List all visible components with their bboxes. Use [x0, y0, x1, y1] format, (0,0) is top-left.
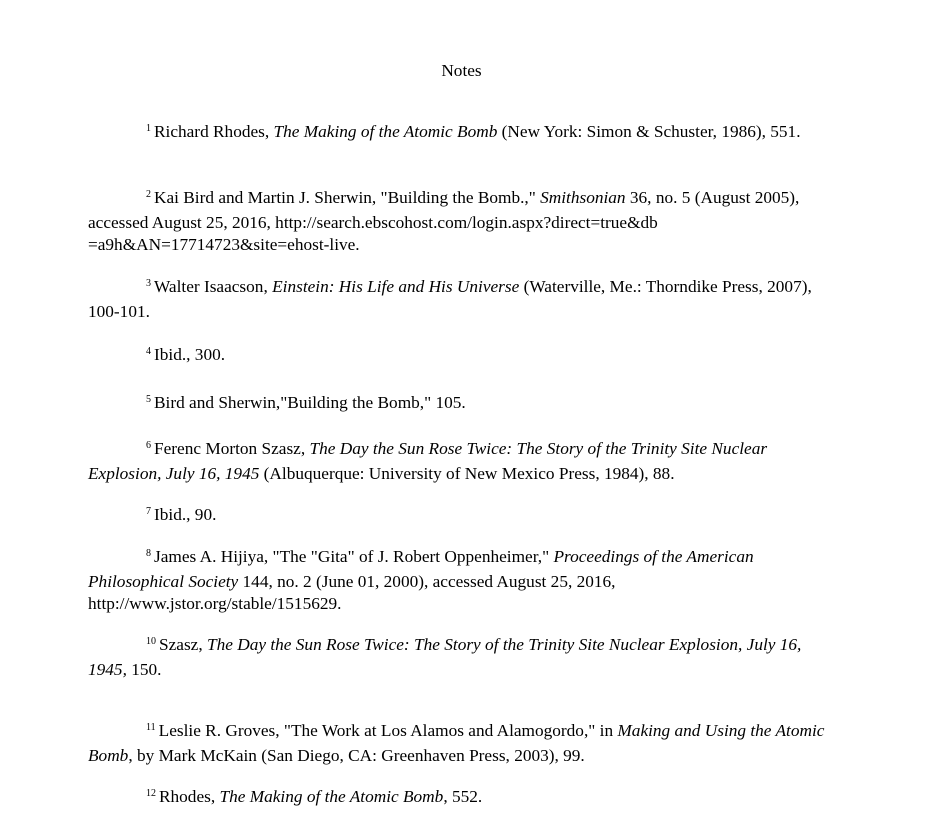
- note-text: Ibid., 90.: [154, 505, 217, 524]
- note-text: 150.: [126, 660, 162, 679]
- note-text: Ferenc Morton Szasz,: [154, 439, 310, 458]
- note-text: Rhodes,: [159, 787, 220, 806]
- note-number: 11: [146, 722, 156, 733]
- note-text: Walter Isaacson,: [154, 277, 273, 296]
- endnote: [88, 786, 840, 811]
- note-number: 12: [146, 788, 156, 799]
- note-title: The Day the Sun Rose Twice: The Story of the Trinity Site Nuclear Explosion, July 16, 1945,: [88, 635, 802, 679]
- note-title: The Making of the Atomic Bomb: [273, 122, 498, 141]
- note-text: 144, no. 2 (June 01, 2000), accessed August 25, 2016, http://www.jstor.org/stable/1515629.: [88, 572, 616, 613]
- note-text: 36, no. 5 (August 2005), accessed August 25, 2016, http://search.ebscohost.com/login.aspx?direct=true&db =a9h&AN=17714723&site=ehost-live.: [88, 188, 800, 254]
- note-number: 3: [146, 278, 151, 289]
- note-text: James A. Hijiya, "The "Gita" of J. Robert Oppenheimer,": [154, 547, 554, 566]
- note-title: Smithsonian: [540, 188, 626, 207]
- note-number: 5: [146, 394, 151, 405]
- note-title: Einstein: His Life and His Universe: [272, 277, 520, 296]
- note-text: Ibid., 300.: [154, 345, 226, 364]
- note-title: Proceedings of the American Philosophical Society: [88, 547, 754, 591]
- endnote: [88, 392, 840, 417]
- note-number: 10: [146, 636, 156, 647]
- note-number: 1: [146, 123, 151, 134]
- note-text: Kai Bird and Martin J. Sherwin, "Building the Bomb.,": [154, 188, 541, 207]
- endnote: [88, 276, 840, 323]
- note-number: 6: [146, 440, 151, 451]
- endnote: [88, 504, 840, 529]
- note-number: 2: [146, 189, 151, 200]
- note-text: Leslie R. Groves, "The Work at Los Alamos and Alamogordo," in: [158, 721, 618, 740]
- page-title: Notes: [441, 61, 482, 80]
- endnote: [88, 187, 840, 256]
- endnote: [88, 438, 840, 485]
- note-title: Making and Using the Atomic Bomb: [88, 721, 825, 765]
- note-text: (New York: Simon & Schuster, 1986), 551.: [497, 122, 801, 141]
- endnote: [88, 546, 840, 615]
- note-title: The Making of the Atomic Bomb: [219, 787, 444, 806]
- note-text: , 552.: [443, 787, 483, 806]
- note-text: (Waterville, Me.: Thorndike Press, 2007), 100-101.: [88, 277, 812, 321]
- note-text: Szasz,: [159, 635, 207, 654]
- note-text: (Albuquerque: University of New Mexico Press, 1984), 88.: [259, 464, 675, 483]
- note-number: 8: [146, 548, 151, 559]
- note-text: , by Mark McKain (San Diego, CA: Greenhaven Press, 2003), 99.: [128, 746, 585, 765]
- note-number: 4: [146, 346, 151, 357]
- note-text: Richard Rhodes,: [154, 122, 274, 141]
- endnote: [88, 344, 840, 369]
- note-title: The Day the Sun Rose Twice: The Story of the Trinity Site Nuclear Explosion, July 16, 1945: [88, 439, 768, 483]
- note-number: 7: [146, 506, 151, 517]
- endnote: [88, 720, 840, 767]
- note-text: Bird and Sherwin,"Building the Bomb," 105.: [154, 393, 466, 412]
- endnote: [88, 121, 840, 146]
- endnote: [88, 634, 840, 681]
